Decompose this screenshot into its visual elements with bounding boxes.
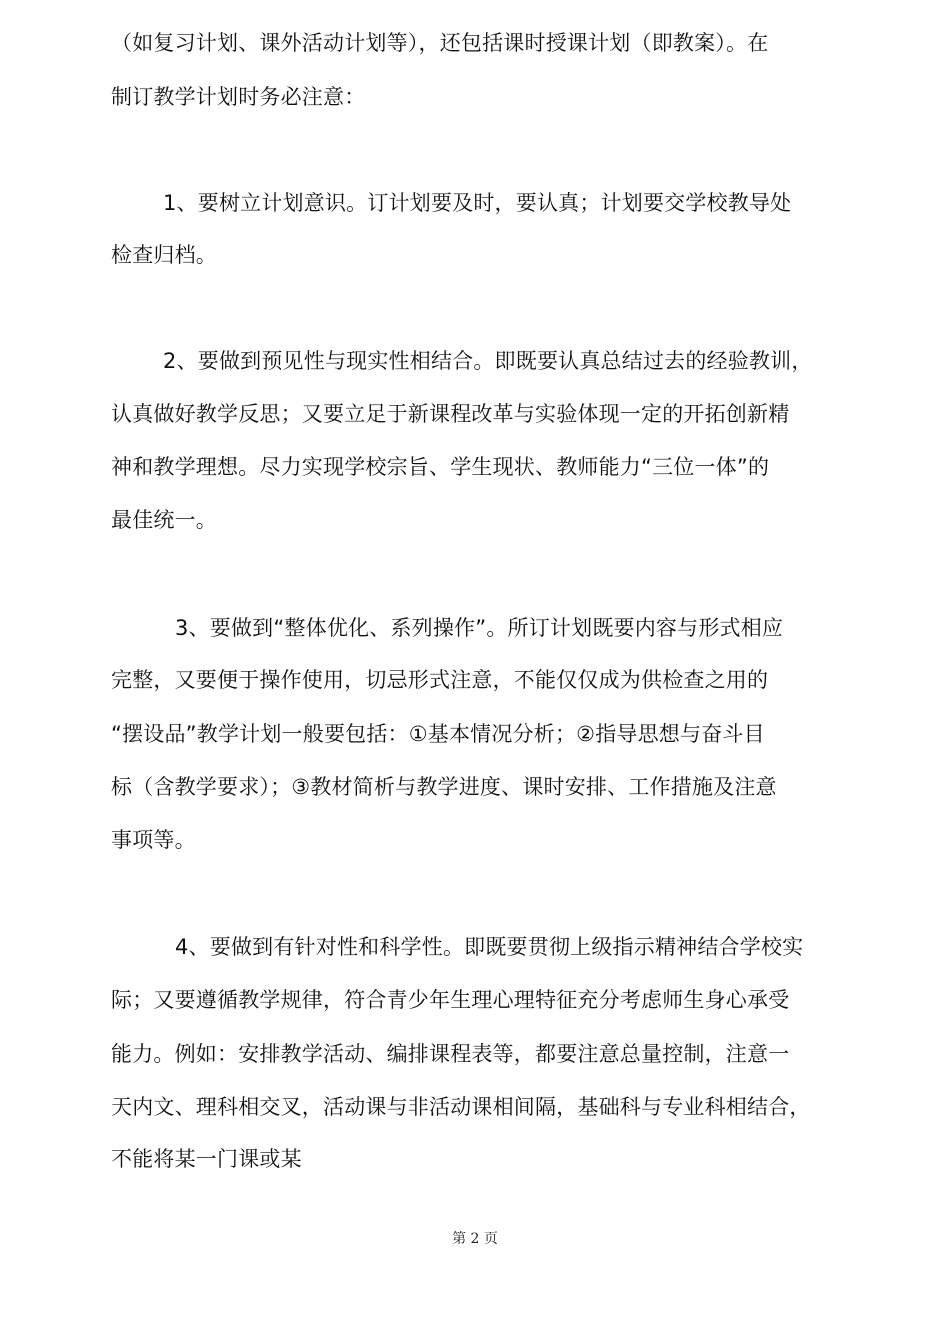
text-line: 完整，又要便于操作使用，切忌形式注意，不能仅仅成为供检查之用的 <box>111 668 769 692</box>
text-line: 事项等。 <box>111 828 196 852</box>
text-line: 认真做好教学反思；又要立足于新课程改革与实验体现一定的开拓创新精 <box>111 402 790 426</box>
text-line: 1、要树立计划意识。订计划要及时，要认真；计划要交学校教导处 <box>163 191 792 215</box>
text-line: 检查归档。 <box>111 243 217 267</box>
text-line: 3、要做到“整体优化、系列操作”。所订计划既要内容与形式相应 <box>175 616 784 640</box>
text-line: 制订教学计划时务必注意： <box>111 85 366 109</box>
text-line: 能力。例如：安排教学活动、编排课程表等，都要注意总量控制，注意一 <box>111 1042 790 1066</box>
page-number: 第 2 页 <box>452 1231 498 1247</box>
text-line: 神和教学理想。尽力实现学校宗旨、学生现状、教师能力“三位一体”的 <box>111 455 770 479</box>
text-line: 不能将某一门课或某 <box>111 1147 302 1171</box>
text-line: 天内文、理科相交叉，活动课与非活动课相间隔，基础科与专业科相结合， <box>111 1095 811 1119</box>
text-line: 4、要做到有针对性和科学性。即既要贯彻上级指示精神结合学校实 <box>175 935 804 959</box>
text-line: 最佳统一。 <box>111 508 217 532</box>
text-line: “摆设品”教学计划一般要包括：①基本情况分析；②指导思想与奋斗目 <box>111 722 765 746</box>
text-line: （如复习计划、课外活动计划等），还包括课时授课计划（即教案）。在 <box>111 31 769 55</box>
text-line: 际；又要遵循教学规律，符合青少年生理心理特征充分考虑师生身心承受 <box>111 988 790 1012</box>
text-line: 标（含教学要求）；③教材简析与教学进度、课时安排、工作措施及注意 <box>111 775 777 799</box>
text-line: 2、要做到预见性与现实性相结合。即既要认真总结过去的经验教训， <box>163 349 813 373</box>
